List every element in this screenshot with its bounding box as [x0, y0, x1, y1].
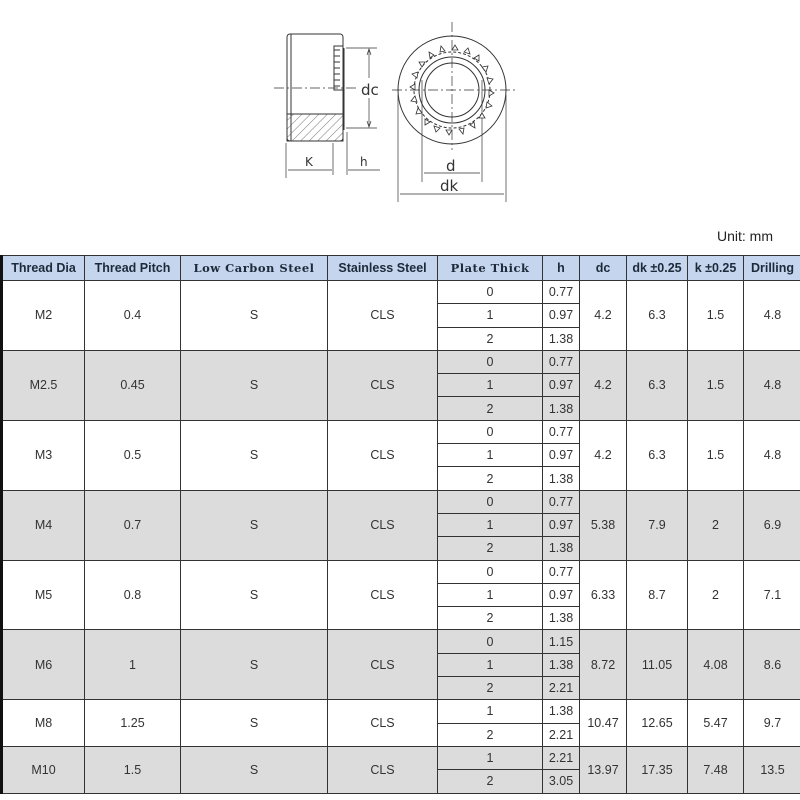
- stainless-steel-cell: CLS: [328, 490, 438, 560]
- stainless-steel-cell: CLS: [328, 350, 438, 420]
- drilling-cell: 7.1: [744, 560, 800, 630]
- plate-thick-cell: 2: [438, 607, 543, 630]
- h-cell: 1.38: [543, 653, 580, 676]
- stainless-steel-cell: CLS: [328, 700, 438, 747]
- plate-thick-cell: 1: [438, 746, 543, 769]
- plate-thick-cell: 0: [438, 630, 543, 653]
- h-cell: 2.21: [543, 746, 580, 769]
- low-carbon-steel-cell: S: [181, 630, 328, 700]
- dk-cell: 7.9: [627, 490, 688, 560]
- header-plate-thick: Plate Thick: [438, 256, 543, 281]
- plate-thick-cell: 1: [438, 653, 543, 676]
- k-cell: 1.5: [688, 420, 744, 490]
- thread-pitch-cell: 0.8: [85, 560, 181, 630]
- h-cell: 1.15: [543, 630, 580, 653]
- dc-cell: 4.2: [580, 420, 627, 490]
- h-cell: 1.38: [543, 327, 580, 350]
- spec-table: [0, 255, 800, 794]
- h-cell: 0.97: [543, 304, 580, 327]
- plate-thick-cell: 0: [438, 350, 543, 373]
- plate-thick-cell: 2: [438, 770, 543, 793]
- drilling-cell: 8.6: [744, 630, 800, 700]
- nut-technical-drawing: [260, 20, 520, 210]
- low-carbon-steel-cell: S: [181, 281, 328, 351]
- h-cell: 0.97: [543, 444, 580, 467]
- dk-cell: 8.7: [627, 560, 688, 630]
- k-cell: 7.48: [688, 746, 744, 793]
- low-carbon-steel-cell: S: [181, 700, 328, 747]
- dk-cell: 12.65: [627, 700, 688, 747]
- h-cell: 0.77: [543, 420, 580, 443]
- dk-cell: 6.3: [627, 420, 688, 490]
- d-label: d: [446, 157, 456, 175]
- dc-cell: 4.2: [580, 350, 627, 420]
- unit-label: Unit: mm: [717, 228, 773, 244]
- h-cell: 3.05: [543, 770, 580, 793]
- header-dk: dk ±0.25: [627, 256, 688, 281]
- plate-thick-cell: 1: [438, 444, 543, 467]
- dc-cell: 10.47: [580, 700, 627, 747]
- drilling-cell: 4.8: [744, 420, 800, 490]
- thread-pitch-cell: 0.5: [85, 420, 181, 490]
- drilling-cell: 13.5: [744, 746, 800, 793]
- plate-thick-cell: 0: [438, 420, 543, 443]
- header-low-carbon-steel: Low Carbon Steel: [181, 256, 328, 281]
- thread-dia-cell: M5: [2, 560, 85, 630]
- dc-cell: 13.97: [580, 746, 627, 793]
- drilling-cell: 4.8: [744, 350, 800, 420]
- h-cell: 1.38: [543, 397, 580, 420]
- low-carbon-steel-cell: S: [181, 350, 328, 420]
- header-dc: dc: [580, 256, 627, 281]
- thread-pitch-cell: 1: [85, 630, 181, 700]
- header-stainless-steel: Stainless Steel: [328, 256, 438, 281]
- thread-dia-cell: M3: [2, 420, 85, 490]
- plate-thick-cell: 2: [438, 723, 543, 746]
- h-cell: 1.38: [543, 467, 580, 490]
- h-cell: 0.77: [543, 490, 580, 513]
- dc-cell: 4.2: [580, 281, 627, 351]
- low-carbon-steel-cell: S: [181, 746, 328, 793]
- h-label: h: [360, 155, 368, 169]
- low-carbon-steel-cell: S: [181, 490, 328, 560]
- stainless-steel-cell: CLS: [328, 420, 438, 490]
- table-row: [2, 350, 800, 373]
- k-cell: 4.08: [688, 630, 744, 700]
- dk-cell: 6.3: [627, 350, 688, 420]
- k-label: K: [305, 155, 313, 169]
- thread-pitch-cell: 0.45: [85, 350, 181, 420]
- k-cell: 1.5: [688, 350, 744, 420]
- table-row: [2, 281, 800, 304]
- h-cell: 2.21: [543, 677, 580, 700]
- plate-thick-cell: 2: [438, 327, 543, 350]
- plate-thick-cell: 2: [438, 397, 543, 420]
- h-cell: 0.97: [543, 513, 580, 536]
- plate-thick-cell: 0: [438, 281, 543, 304]
- dk-cell: 11.05: [627, 630, 688, 700]
- header-drilling: Drilling: [744, 256, 800, 281]
- h-cell: 1.38: [543, 537, 580, 560]
- table-row: [2, 746, 800, 769]
- table-row: [2, 630, 800, 653]
- table-row: [2, 420, 800, 443]
- table-row: [2, 560, 800, 583]
- stainless-steel-cell: CLS: [328, 630, 438, 700]
- table-row: [2, 700, 800, 723]
- thread-dia-cell: M8: [2, 700, 85, 747]
- low-carbon-steel-cell: S: [181, 420, 328, 490]
- k-cell: 2: [688, 560, 744, 630]
- header-k: k ±0.25: [688, 256, 744, 281]
- h-cell: 0.77: [543, 350, 580, 373]
- plate-thick-cell: 2: [438, 677, 543, 700]
- h-cell: 1.38: [543, 607, 580, 630]
- plate-thick-cell: 1: [438, 374, 543, 397]
- thread-dia-cell: M2: [2, 281, 85, 351]
- thread-dia-cell: M10: [2, 746, 85, 793]
- drilling-cell: 4.8: [744, 281, 800, 351]
- k-cell: 1.5: [688, 281, 744, 351]
- dc-cell: 8.72: [580, 630, 627, 700]
- stainless-steel-cell: CLS: [328, 560, 438, 630]
- thread-dia-cell: M4: [2, 490, 85, 560]
- plate-thick-cell: 1: [438, 700, 543, 723]
- h-cell: 0.97: [543, 583, 580, 606]
- h-cell: 0.77: [543, 560, 580, 583]
- plate-thick-cell: 2: [438, 467, 543, 490]
- plate-thick-cell: 2: [438, 537, 543, 560]
- dk-label: dk: [440, 177, 459, 195]
- plate-thick-cell: 1: [438, 513, 543, 536]
- h-cell: 0.77: [543, 281, 580, 304]
- h-cell: 2.21: [543, 723, 580, 746]
- table-row: [2, 490, 800, 513]
- thread-dia-cell: M2.5: [2, 350, 85, 420]
- h-cell: 0.97: [543, 374, 580, 397]
- plate-thick-cell: 0: [438, 490, 543, 513]
- dk-cell: 6.3: [627, 281, 688, 351]
- dc-label: dc: [361, 81, 379, 99]
- k-cell: 5.47: [688, 700, 744, 747]
- thread-pitch-cell: 1.25: [85, 700, 181, 747]
- thread-pitch-cell: 0.4: [85, 281, 181, 351]
- table-header-row: [2, 256, 800, 281]
- stainless-steel-cell: CLS: [328, 746, 438, 793]
- drilling-cell: 9.7: [744, 700, 800, 747]
- plate-thick-cell: 0: [438, 560, 543, 583]
- dc-cell: 6.33: [580, 560, 627, 630]
- header-thread-pitch: Thread Pitch: [85, 256, 181, 281]
- thread-pitch-cell: 1.5: [85, 746, 181, 793]
- drilling-cell: 6.9: [744, 490, 800, 560]
- k-cell: 2: [688, 490, 744, 560]
- low-carbon-steel-cell: S: [181, 560, 328, 630]
- h-cell: 1.38: [543, 700, 580, 723]
- thread-dia-cell: M6: [2, 630, 85, 700]
- stainless-steel-cell: CLS: [328, 281, 438, 351]
- plate-thick-cell: 1: [438, 583, 543, 606]
- dk-cell: 17.35: [627, 746, 688, 793]
- thread-pitch-cell: 0.7: [85, 490, 181, 560]
- header-h: h: [543, 256, 580, 281]
- dc-cell: 5.38: [580, 490, 627, 560]
- header-thread-dia: Thread Dia: [2, 256, 85, 281]
- plate-thick-cell: 1: [438, 304, 543, 327]
